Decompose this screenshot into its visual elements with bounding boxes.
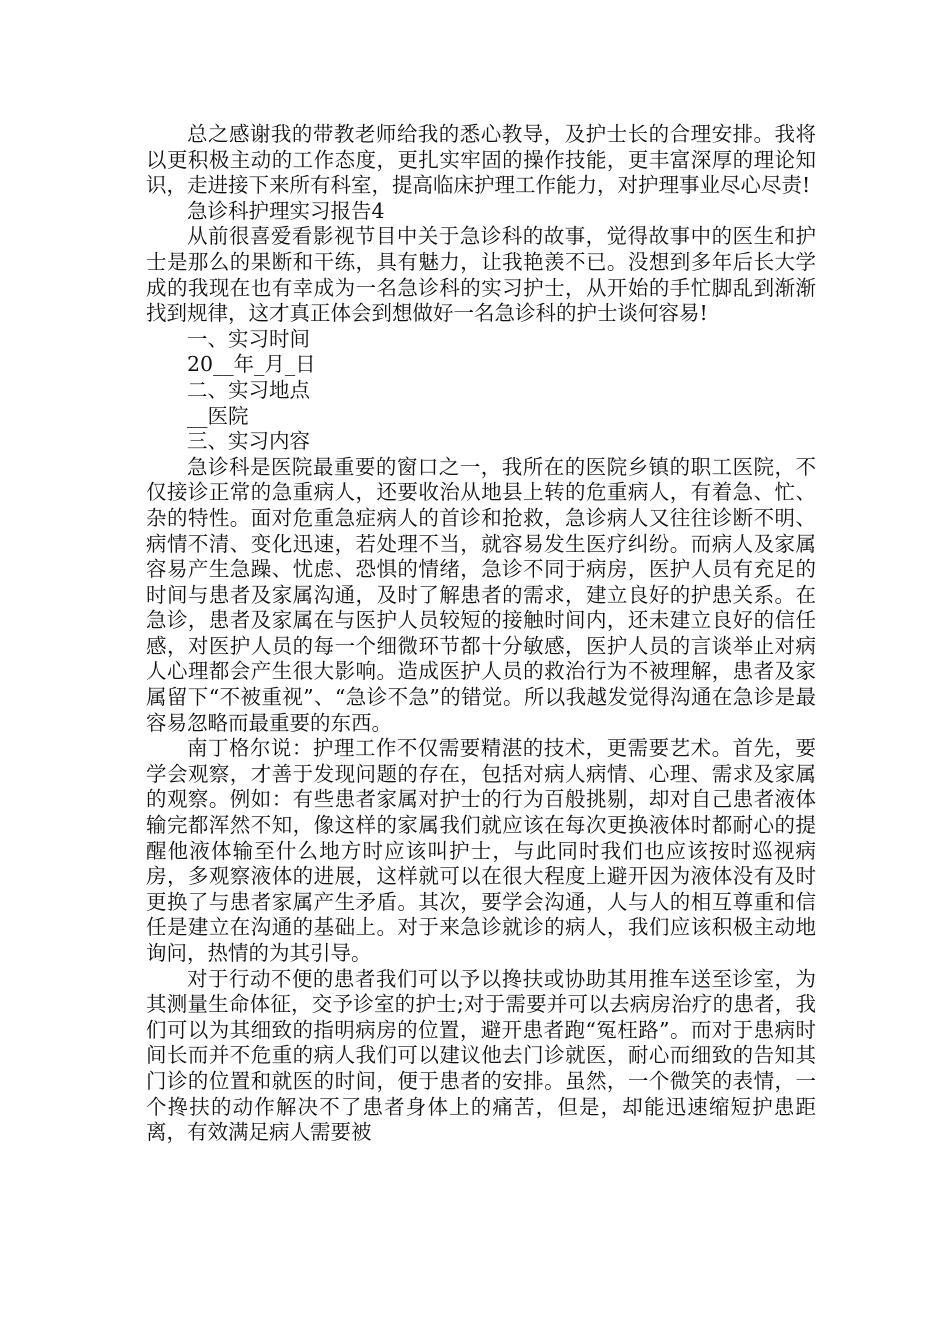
internship-date: 20__年_月_日 <box>187 352 316 377</box>
paragraph-closing-thanks: 总之感谢我的带教老师给我的悉心教导，及护士长的合理安排。我将以更积极主动的工作态度，更扎实牢固的操作技能，更丰富深厚的理论知识，走进接下来所有科室，提高临床护理工作能力，对护理事业尽心尽责! <box>146 122 816 198</box>
paragraph-emergency-department: 急诊科是医院最重要的窗口之一，我所在的医院乡镇的职工医院，不仅接诊正常的急重病人，还要收治从地县上转的危重病人，有着急、忙、杂的特性。面对危重急症病人的首诊和抢救，急诊病人又往往诊断不明、病情不清、变化迅速，若处理不当，就容易发生医疗纠纷。而病人及家属容易产生急躁、忧虑、恐惧的情绪，急诊不同于病房，医护人员有充足的时间与患者及家属沟通，及时了解患者的需求，建立良好的护患关系。在急诊，患者及家属在与医护人员较短的接触时间内，还未建立良好的信任感，对医护人员的每一个细微环节都十分敏感，医护人员的言谈举止对病人心理都会产生很大影响。造成医护人员的救治行为不被理解，患者及家属留下“不被重视”、“急诊不急”的错觉。所以我越发觉得沟通在急诊是最容易忽略而最重要的东西。 <box>146 454 816 735</box>
paragraph-nightingale: 南丁格尔说：护理工作不仅需要精湛的技术，更需要艺术。首先，要学会观察，才善于发现问题的存在，包括对病人病情、心理、需求及家属的观察。例如：有些患者家属对护士的行为百般挑剔，却对自己患者液体输完都浑然不知，像这样的家属我们就应该在每次更换液体时都耐心的提醒他液体输至什么地方时应该叫护士，与此同时我们也应该按时巡视病房，多观察液体的进展，这样就可以在很大程度上避开因为液体没有及时更换了与患者家属产生矛盾。其次，要学会沟通，人与人的相互尊重和信任是建立在沟通的基础上。对于来急诊就诊的病人，我们应该积极主动地询问，热情的为其引导。 <box>146 736 816 965</box>
heading-internship-time: 一、实习时间 <box>187 326 310 351</box>
paragraph-patient-assistance: 对于行动不便的患者我们可以予以搀扶或协助其用推车送至诊室，为其测量生命体征，交予诊室的护士;对于需要并可以去病房治疗的患者，我们可以为其细致的指明病房的位置，避开患者跑“冤枉路”。而对于患病时间长而并不危重的病人我们可以建议他去门诊就医，耐心而细致的告知其门诊的位置和就医的时间，便于患者的安排。虽然，一个微笑的表情，一个搀扶的动作解决不了患者身体上的痛苦，但是，却能迅速缩短护患距离，有效满足病人需要被 <box>146 966 816 1145</box>
document-body <box>146 122 816 1146</box>
internship-hospital: __医院 <box>187 403 249 428</box>
paragraph-introduction: 从前很喜爱看影视节目中关于急诊科的故事，觉得故事中的医生和护士是那么的果断和干练，具有魅力，让我艳羡不已。没想到多年后长大学成的我现在也有幸成为一名急诊科的实习护士，从开始的手忙脚乱到渐渐找到规律，这才真正体会到想做好一名急诊科的护士谈何容易! <box>146 224 816 326</box>
report-title: 急诊科护理实习报告4 <box>187 198 385 223</box>
heading-internship-content: 三、实习内容 <box>187 429 310 454</box>
heading-internship-location: 二、实习地点 <box>187 377 310 402</box>
